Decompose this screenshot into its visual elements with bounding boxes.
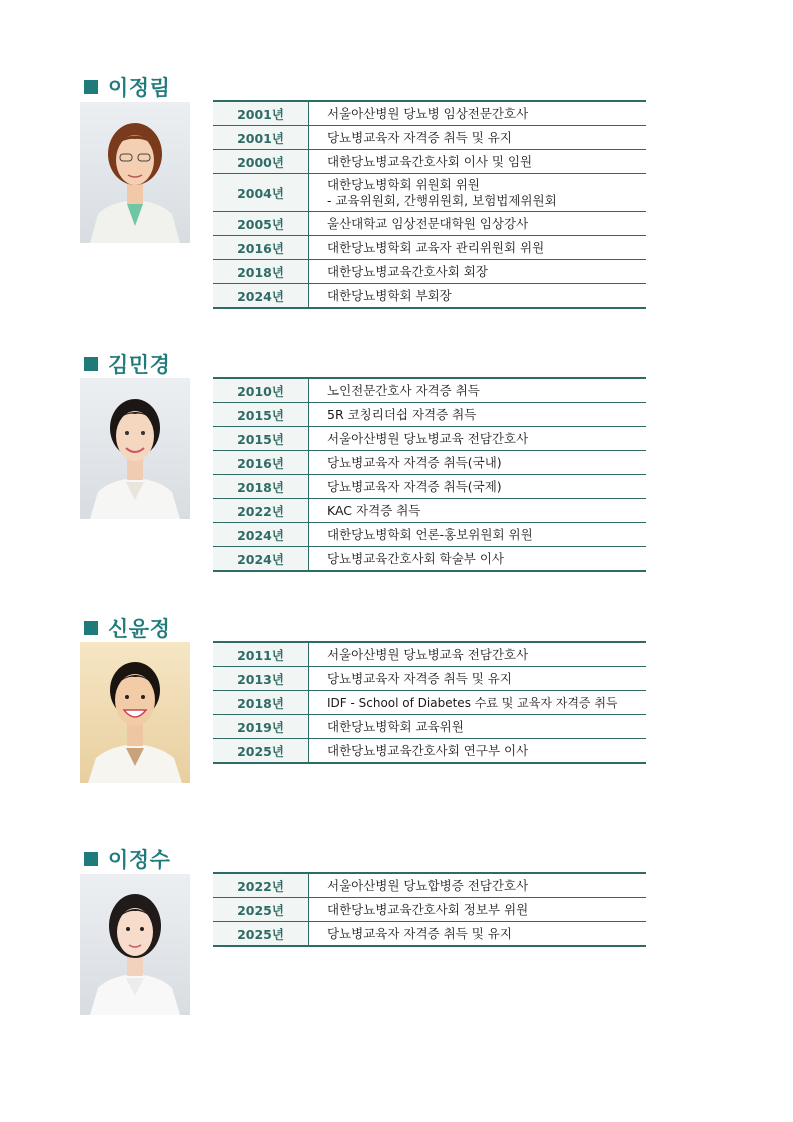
profile-photo	[80, 642, 190, 783]
table-row	[213, 212, 646, 236]
description-cell: IDF - School of Diabetes 수료 및 교육자 자격증 취득	[309, 691, 647, 715]
table-row	[213, 523, 646, 547]
table-row	[213, 174, 646, 212]
table-row	[213, 260, 646, 284]
description-cell: 당뇨병교육자 자격증 취득 및 유지	[309, 126, 647, 150]
year-cell: 2011년	[213, 642, 309, 667]
table-row	[213, 739, 646, 764]
profile-heading	[84, 845, 170, 873]
year-cell: 2025년	[213, 739, 309, 764]
table-row	[213, 451, 646, 475]
square-bullet-icon	[84, 357, 98, 371]
profile-name: 신윤정	[108, 617, 171, 641]
description-cell: 울산대학교 임상전문대학원 임상강사	[309, 212, 647, 236]
portrait-image	[80, 378, 190, 519]
year-cell: 2013년	[213, 667, 309, 691]
square-bullet-icon	[84, 852, 98, 866]
table-row	[213, 150, 646, 174]
table-row	[213, 642, 646, 667]
description-cell: 서울아산병원 당뇨합병증 전담간호사	[309, 873, 647, 898]
profile-name: 김민경	[108, 353, 171, 377]
year-cell: 2000년	[213, 150, 309, 174]
description-cell: 서울아산병원 당뇨병교육 전담간호사	[309, 427, 647, 451]
description-cell: 대한당뇨병학회 부회장	[327, 287, 452, 303]
description-cell: KAC 자격증 취득	[309, 499, 647, 523]
table-row	[213, 898, 646, 922]
table-row	[213, 715, 646, 739]
profile-name: 이정수	[108, 848, 171, 872]
year-cell: 2018년	[213, 260, 309, 284]
year-cell: 2024년	[213, 523, 309, 547]
description-cell: 당뇨병교육간호사회 학술부 이사	[327, 550, 504, 566]
year-cell: 2010년	[213, 378, 309, 403]
description-cell: 서울아산병원 당뇨병교육 전담간호사	[309, 642, 647, 667]
career-table	[213, 377, 646, 572]
profile-photo	[80, 102, 190, 243]
year-cell: 2018년	[213, 691, 309, 715]
table-row	[213, 667, 646, 691]
description-cell: 대한당뇨병학회 교육위원	[309, 715, 647, 739]
table-row	[213, 922, 646, 947]
description-cell: 대한당뇨병교육간호사회 이사 및 임원	[309, 150, 647, 174]
profile-heading	[84, 350, 170, 378]
year-cell: 2022년	[213, 873, 309, 898]
year-cell: 2025년	[213, 898, 309, 922]
profile-photo	[80, 378, 190, 519]
description-cell: 당뇨병교육자 자격증 취득 및 유지	[327, 925, 512, 941]
profile-heading	[84, 73, 170, 101]
table-row	[213, 236, 646, 260]
year-cell: 2024년	[213, 284, 309, 309]
description-cell: 당뇨병교육자 자격증 취득 및 유지	[309, 667, 647, 691]
year-cell: 2025년	[213, 922, 309, 947]
description-cell: 대한당뇨병교육간호사회 정보부 위원	[309, 898, 647, 922]
year-cell: 2019년	[213, 715, 309, 739]
description-cell: 대한당뇨병교육간호사회 회장	[309, 260, 647, 284]
year-cell: 2024년	[213, 547, 309, 572]
year-cell: 2016년	[213, 451, 309, 475]
table-row	[213, 284, 646, 309]
square-bullet-icon	[84, 80, 98, 94]
year-cell: 2018년	[213, 475, 309, 499]
table-row	[213, 691, 646, 715]
year-cell: 2015년	[213, 427, 309, 451]
description-cell: 5R 코칭리더쉽 자격증 취득	[309, 403, 647, 427]
table-row	[213, 873, 646, 898]
table-row	[213, 547, 646, 572]
portrait-image	[80, 874, 190, 1015]
year-cell: 2015년	[213, 403, 309, 427]
table-row	[213, 427, 646, 451]
description-cell: 대한당뇨병학회 언론-홍보위원회 위원	[309, 523, 647, 547]
description-cell: 당뇨병교육자 자격증 취득(국제)	[309, 475, 647, 499]
portrait-image	[80, 642, 190, 783]
description-cell: 당뇨병교육자 자격증 취득(국내)	[309, 451, 647, 475]
profile-heading	[84, 614, 170, 642]
description-cell: 노인전문간호사 자격증 취득	[309, 378, 647, 403]
year-cell: 2005년	[213, 212, 309, 236]
profile-photo	[80, 874, 190, 1015]
table-row	[213, 126, 646, 150]
table-row	[213, 475, 646, 499]
year-cell: 2001년	[213, 126, 309, 150]
description-cell: 대한당뇨병교육간호사회 연구부 이사	[327, 742, 529, 758]
description-cell: 대한당뇨병학회 교육자 관리위원회 위원	[309, 236, 647, 260]
description-cell: 서울아산병원 당뇨병 임상전문간호사	[309, 101, 647, 126]
career-table	[213, 641, 646, 764]
year-cell: 2004년	[213, 174, 309, 212]
table-row	[213, 101, 646, 126]
table-row	[213, 499, 646, 523]
year-cell: 2001년	[213, 101, 309, 126]
portrait-image	[80, 102, 190, 243]
career-table	[213, 872, 646, 947]
career-table	[213, 100, 646, 309]
description-cell: 대한당뇨병학회 위원회 위원 - 교육위원회, 간행위원회, 보험법제위원회	[309, 174, 647, 212]
profile-name: 이정림	[108, 76, 171, 100]
table-row	[213, 403, 646, 427]
year-cell: 2022년	[213, 499, 309, 523]
year-cell: 2016년	[213, 236, 309, 260]
table-row	[213, 378, 646, 403]
square-bullet-icon	[84, 621, 98, 635]
